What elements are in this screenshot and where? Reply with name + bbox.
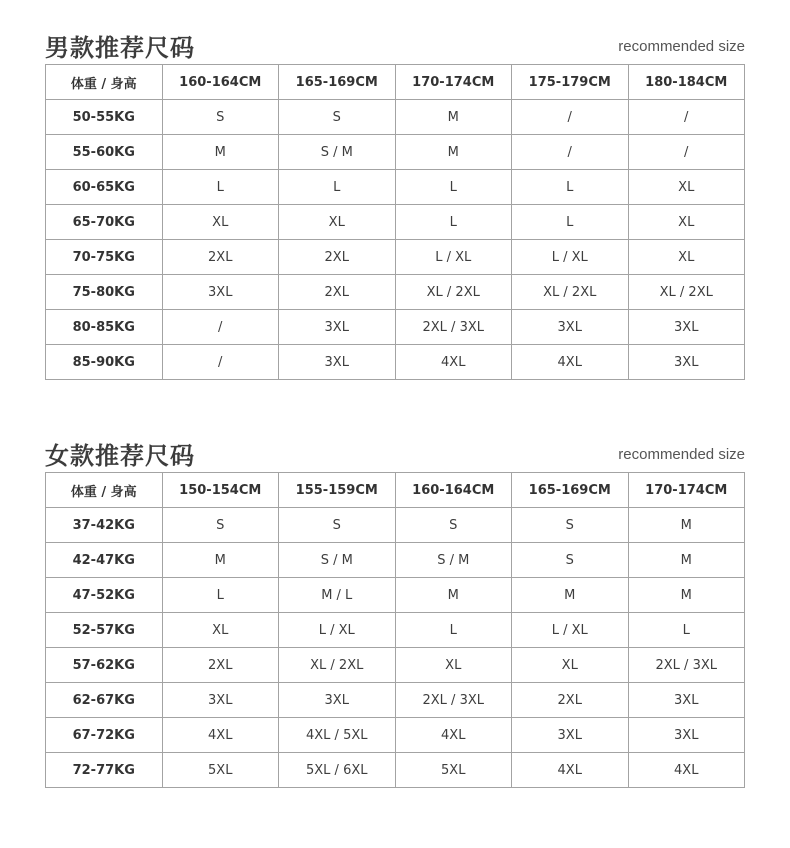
women-section-subtitle: recommended size (618, 446, 745, 463)
table-row (46, 718, 745, 753)
size-cell: 2XL (162, 648, 279, 683)
size-cell: XL / 2XL (279, 648, 396, 683)
size-cell: S (162, 508, 279, 543)
weight-cell: 52-57KG (46, 613, 163, 648)
height-header-cell: 180-184CM (628, 65, 745, 100)
size-cell: S (512, 543, 629, 578)
table-row (46, 240, 745, 275)
weight-cell: 85-90KG (46, 345, 163, 380)
size-cell: S / M (279, 135, 396, 170)
weight-cell: 57-62KG (46, 648, 163, 683)
women-size-section (45, 434, 745, 788)
weight-cell: 75-80KG (46, 275, 163, 310)
table-row (46, 648, 745, 683)
women-size-table (45, 472, 745, 788)
height-header-cell: 165-169CM (512, 473, 629, 508)
men-section-title: 男款推荐尺码 (45, 34, 195, 62)
weight-cell: 50-55KG (46, 100, 163, 135)
size-cell: 3XL (279, 345, 396, 380)
weight-cell: 80-85KG (46, 310, 163, 345)
size-cell: M (395, 100, 512, 135)
size-cell: XL (512, 648, 629, 683)
size-cell: L / XL (279, 613, 396, 648)
size-cell: 3XL (512, 310, 629, 345)
height-header-cell: 175-179CM (512, 65, 629, 100)
weight-cell: 55-60KG (46, 135, 163, 170)
weight-cell: 72-77KG (46, 753, 163, 788)
size-cell: XL (628, 170, 745, 205)
table-row (46, 508, 745, 543)
size-cell: 3XL (162, 275, 279, 310)
size-cell: S (162, 100, 279, 135)
women-section-header (45, 434, 745, 472)
size-cell: S (279, 508, 396, 543)
size-cell: L / XL (395, 240, 512, 275)
size-cell: 4XL (512, 753, 629, 788)
size-cell: 2XL (162, 240, 279, 275)
size-cell: 3XL (628, 310, 745, 345)
size-cell: 3XL (279, 310, 396, 345)
size-cell: L (162, 170, 279, 205)
table-row (46, 613, 745, 648)
size-cell: L (628, 613, 745, 648)
table-row (46, 205, 745, 240)
height-header-cell: 160-164CM (162, 65, 279, 100)
size-cell: 2XL / 3XL (628, 648, 745, 683)
size-cell: / (512, 100, 629, 135)
size-cell: M (162, 135, 279, 170)
size-cell: S / M (279, 543, 396, 578)
weight-cell: 60-65KG (46, 170, 163, 205)
size-cell: M / L (279, 578, 396, 613)
size-cell: 2XL (279, 240, 396, 275)
men-section-header (45, 26, 745, 64)
size-cell: 2XL (512, 683, 629, 718)
height-header-cell: 155-159CM (279, 473, 396, 508)
height-header-cell: 170-174CM (395, 65, 512, 100)
size-cell: XL (162, 613, 279, 648)
size-cell: L (162, 578, 279, 613)
size-cell: / (628, 135, 745, 170)
size-cell: 2XL / 3XL (395, 310, 512, 345)
size-cell: M (628, 578, 745, 613)
table-row (46, 100, 745, 135)
size-cell: XL / 2XL (512, 275, 629, 310)
size-cell: XL (395, 648, 512, 683)
size-cell: M (395, 578, 512, 613)
size-cell: XL (628, 205, 745, 240)
size-cell: 4XL (395, 345, 512, 380)
men-size-section (45, 26, 745, 380)
table-header-row (46, 65, 745, 100)
size-cell: 3XL (628, 683, 745, 718)
height-header-cell: 150-154CM (162, 473, 279, 508)
weight-cell: 42-47KG (46, 543, 163, 578)
height-header-cell: 160-164CM (395, 473, 512, 508)
weight-cell: 47-52KG (46, 578, 163, 613)
size-cell: S (279, 100, 396, 135)
size-cell: L (512, 205, 629, 240)
size-cell: 3XL (512, 718, 629, 753)
table-row (46, 310, 745, 345)
size-cell: L / XL (512, 613, 629, 648)
size-cell: / (512, 135, 629, 170)
size-cell: M (162, 543, 279, 578)
women-section-title: 女款推荐尺码 (45, 442, 195, 470)
size-cell: L / XL (512, 240, 629, 275)
size-cell: M (395, 135, 512, 170)
table-header-row (46, 473, 745, 508)
size-cell: XL (628, 240, 745, 275)
size-cell: 4XL (395, 718, 512, 753)
weight-cell: 37-42KG (46, 508, 163, 543)
table-row (46, 753, 745, 788)
size-cell: 2XL / 3XL (395, 683, 512, 718)
weight-cell: 70-75KG (46, 240, 163, 275)
size-cell: XL (279, 205, 396, 240)
size-cell: XL (162, 205, 279, 240)
size-cell: L (395, 170, 512, 205)
men-size-table (45, 64, 745, 380)
size-cell: 4XL (628, 753, 745, 788)
size-cell: 3XL (628, 345, 745, 380)
corner-header-cell: 体重 / 身高 (46, 65, 163, 100)
size-cell: M (628, 543, 745, 578)
size-cell: S (512, 508, 629, 543)
table-row (46, 578, 745, 613)
size-cell: 3XL (628, 718, 745, 753)
table-row (46, 275, 745, 310)
height-header-cell: 170-174CM (628, 473, 745, 508)
size-cell: L (512, 170, 629, 205)
size-cell: L (279, 170, 396, 205)
size-cell: M (512, 578, 629, 613)
table-row (46, 683, 745, 718)
size-cell: XL / 2XL (628, 275, 745, 310)
size-cell: 5XL (395, 753, 512, 788)
weight-cell: 62-67KG (46, 683, 163, 718)
height-header-cell: 165-169CM (279, 65, 396, 100)
corner-header-cell: 体重 / 身高 (46, 473, 163, 508)
size-cell: / (628, 100, 745, 135)
size-cell: M (628, 508, 745, 543)
size-cell: 3XL (279, 683, 396, 718)
size-cell: 5XL / 6XL (279, 753, 396, 788)
weight-cell: 65-70KG (46, 205, 163, 240)
weight-cell: 67-72KG (46, 718, 163, 753)
size-cell: 4XL (162, 718, 279, 753)
size-cell: 5XL (162, 753, 279, 788)
size-cell: S / M (395, 543, 512, 578)
men-section-subtitle: recommended size (618, 38, 745, 55)
size-cell: / (162, 310, 279, 345)
table-row (46, 345, 745, 380)
size-cell: L (395, 613, 512, 648)
size-cell: 2XL (279, 275, 396, 310)
size-cell: / (162, 345, 279, 380)
size-cell: 3XL (162, 683, 279, 718)
size-cell: S (395, 508, 512, 543)
table-row (46, 135, 745, 170)
size-cell: L (395, 205, 512, 240)
table-row (46, 543, 745, 578)
size-cell: 4XL (512, 345, 629, 380)
table-row (46, 170, 745, 205)
size-cell: 4XL / 5XL (279, 718, 396, 753)
size-cell: XL / 2XL (395, 275, 512, 310)
